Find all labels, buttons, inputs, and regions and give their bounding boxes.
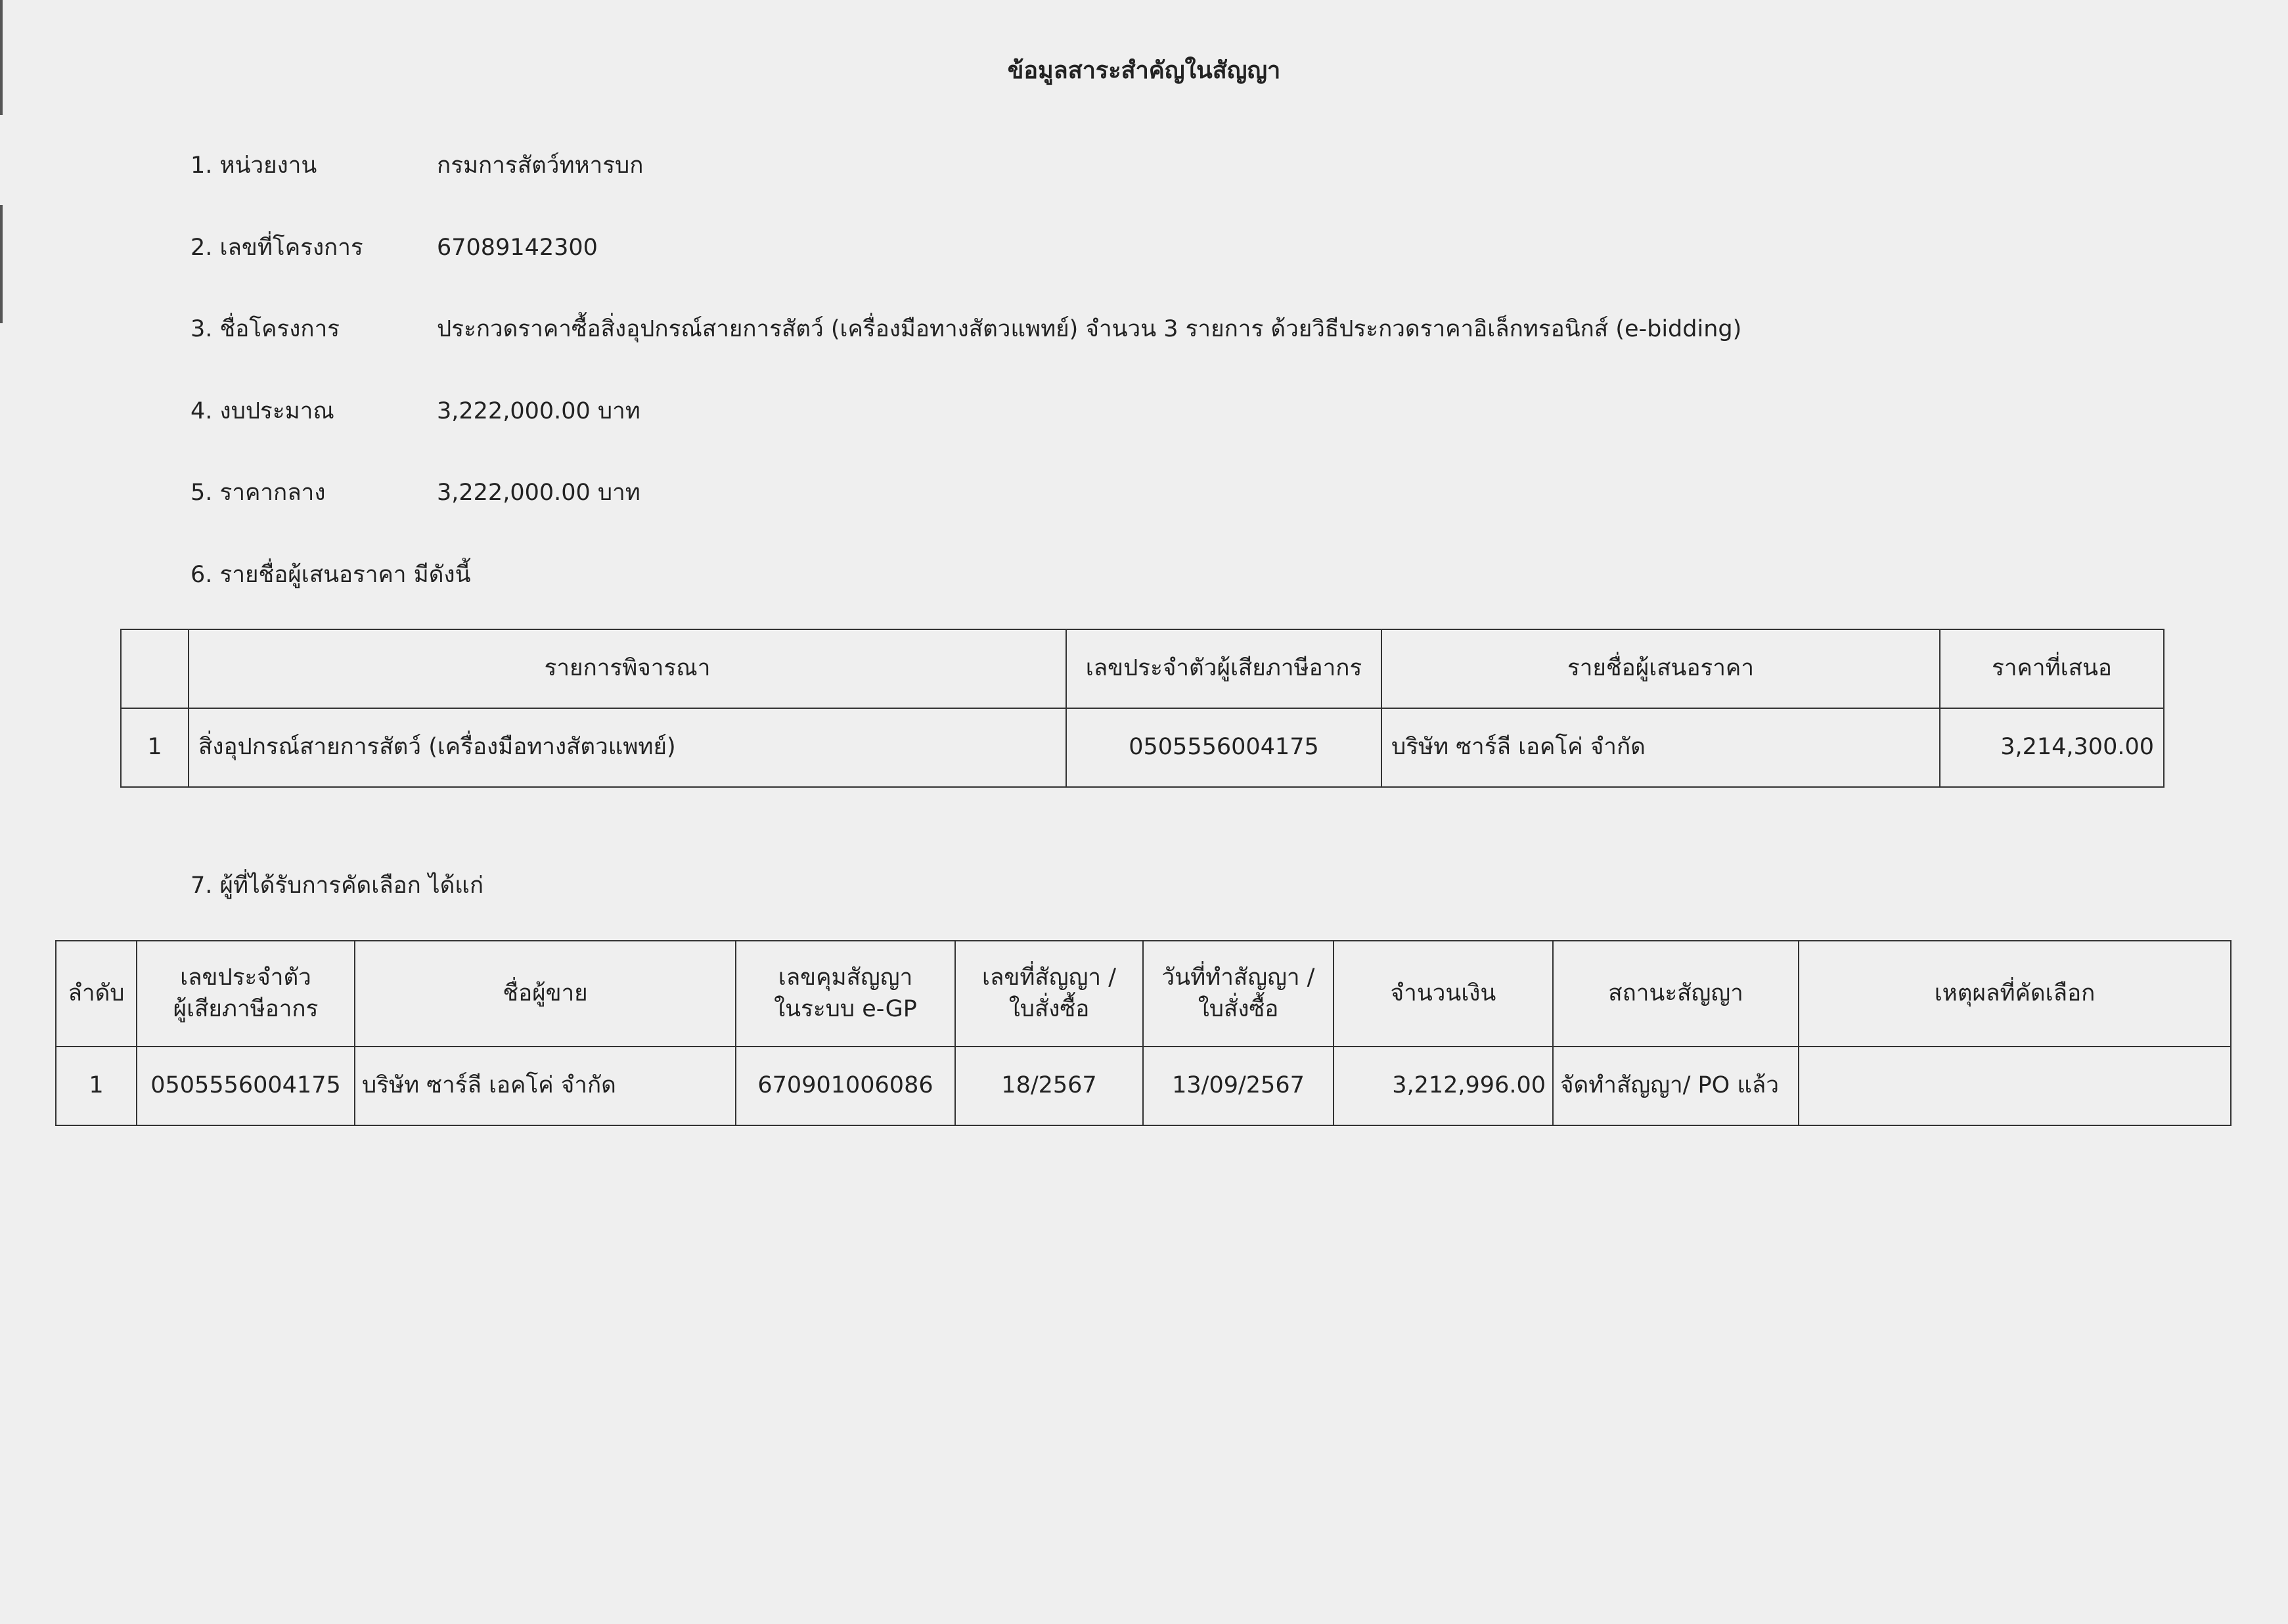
cell-amount: 3,212,996.00 [1334, 1047, 1553, 1125]
col-header-contract-control: เลขคุมสัญญา ในระบบ e-GP [736, 941, 955, 1047]
cell-taxid: 0505556004175 [1066, 708, 1381, 787]
cell-contract-control: 670901006086 [736, 1047, 955, 1125]
info-value: กรมการสัตว์ทหารบก [437, 152, 644, 179]
col-header-price: ราคาที่เสนอ [1940, 629, 2164, 708]
cell-index: 1 [121, 708, 189, 787]
selected-vendor-table [55, 940, 2232, 1126]
col-header-taxid: เลขประจำตัว ผู้เสียภาษีอากร [137, 941, 355, 1047]
table-header-row [121, 629, 2164, 708]
col-header-amount: จำนวนเงิน [1334, 941, 1553, 1047]
cell-seller: บริษัท ซาร์ลี เอคโค่ จำกัด [355, 1047, 736, 1125]
cell-reason [1799, 1047, 2231, 1125]
info-value: 3,222,000.00 บาท [437, 480, 640, 506]
document-title: ข้อมูลสาระสำคัญในสัญญา [1007, 57, 1281, 84]
info-value: ประกวดราคาซื้อสิ่งอุปกรณ์สายการสัตว์ (เครื่องมือทางสัตวแพทย์) จำนวน 3 รายการ ด้วยวิธีประกวดราคาอิเล็กทรอนิกส์ (e-bidding) [437, 316, 1742, 342]
info-label: 3. ชื่อโครงการ [191, 316, 340, 342]
section6-heading: 6. รายชื่อผู้เสนอราคา มีดังนี้ [191, 562, 471, 588]
table-row [121, 708, 2164, 787]
info-value: 67089142300 [437, 235, 598, 261]
col-header-taxid: เลขประจำตัวผู้เสียภาษีอากร [1066, 629, 1381, 708]
cell-contract-date: 13/09/2567 [1143, 1047, 1334, 1125]
cell-bidder: บริษัท ซาร์ลี เอคโค่ จำกัด [1381, 708, 1940, 787]
info-label: 1. หน่วยงาน [191, 152, 317, 179]
cell-order: 1 [56, 1047, 137, 1125]
col-header-reason: เหตุผลที่คัดเลือก [1799, 941, 2231, 1047]
col-header-order: ลำดับ [56, 941, 137, 1047]
info-row-budget [191, 393, 640, 429]
info-value: 3,222,000.00 บาท [437, 398, 640, 424]
cell-price: 3,214,300.00 [1940, 708, 2164, 787]
col-header-index [121, 629, 189, 708]
cell-item: สิ่งอุปกรณ์สายการสัตว์ (เครื่องมือทางสัตวแพทย์) [189, 708, 1066, 787]
cell-taxid: 0505556004175 [137, 1047, 355, 1125]
col-header-contract-number: เลขที่สัญญา / ใบสั่งซื้อ [955, 941, 1143, 1047]
info-row-agency [191, 147, 643, 183]
info-label: 5. ราคากลาง [191, 480, 326, 506]
scan-edge-mid [0, 205, 3, 323]
info-row-median-price [191, 474, 640, 510]
table-row [56, 1047, 2231, 1125]
col-header-bidder: รายชื่อผู้เสนอราคา [1381, 629, 1940, 708]
cell-contract-number: 18/2567 [955, 1047, 1143, 1125]
info-row-project-name [191, 311, 1741, 347]
bidders-table [120, 629, 2165, 788]
cell-status: จัดทำสัญญา/ PO แล้ว [1553, 1047, 1799, 1125]
info-label: 2. เลขที่โครงการ [191, 235, 363, 261]
col-header-seller: ชื่อผู้ขาย [355, 941, 736, 1047]
col-header-contract-date: วันที่ทำสัญญา / ใบสั่งซื้อ [1143, 941, 1334, 1047]
info-row-project-number [191, 229, 598, 265]
col-header-status: สถานะสัญญา [1553, 941, 1799, 1047]
info-label: 4. งบประมาณ [191, 398, 334, 424]
col-header-item: รายการพิจารณา [189, 629, 1066, 708]
section7-heading: 7. ผู้ที่ได้รับการคัดเลือก ได้แก่ [191, 872, 484, 899]
table-header-row [56, 941, 2231, 1047]
